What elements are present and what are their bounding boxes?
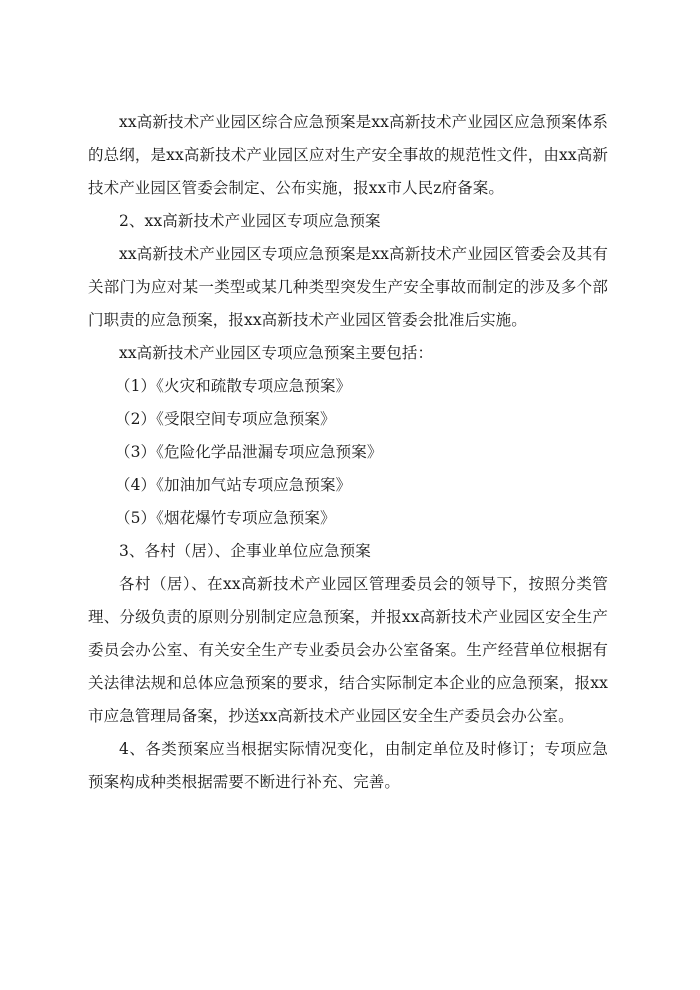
list-item-hazardous-chemicals: （3）《危险化学品泄漏专项应急预案》: [115, 443, 383, 461]
list-item-confined-space: （2）《受限空间专项应急预案》: [115, 410, 336, 428]
heading-special-plans: 2、xx高新技术产业园区专项应急预案: [119, 212, 381, 230]
paragraph-special-plans-definition: xx高新技术产业园区专项应急预案是xx高新技术产业园区管委会及其有关部门为应对某一类型或某几种类型突发生产安全事故而制定的涉及多个部门职责的应急预案，报xx高新技术产业园区管委会批准后实施。: [88, 245, 608, 329]
paragraph-special-plans-include: xx高新技术产业园区专项应急预案主要包括：: [119, 344, 434, 362]
paragraph-village-enterprise-plans: 各村（居）、在xx高新技术产业园区管理委员会的领导下，按照分类管理、分级负责的原则分别制定应急预案，并报xx高新技术产业园区安全生产委员会办公室、有关安全生产专业委员会办公室备案。生产经营单位根据有关法律法规和总体应急预案的要求，结合实际制定本企业的应急预案，报xx市应急管理局备案，抄送xx高新技术产业园区安全生产委员会办公室。: [88, 575, 608, 725]
paragraph-comprehensive-plan: xx高新技术产业园区综合应急预案是xx高新技术产业园区应急预案体系的总纲，是xx高新技术产业园区应对生产安全事故的规范性文件，由xx高新技术产业园区管委会制定、公布实施，报xx市人民z府备案。: [88, 113, 608, 197]
list-item-gas-station: （4）《加油加气站专项应急预案》: [115, 476, 352, 494]
list-item-fire-evacuation: （1）《火灾和疏散专项应急预案》: [115, 377, 352, 395]
heading-village-enterprise-plans: 3、各村（居）、企事业单位应急预案: [119, 542, 371, 560]
paragraph-plan-revision: 4、各类预案应当根据实际情况变化，由制定单位及时修订；专项应急预案构成种类根据需要不断进行补充、完善。: [88, 740, 608, 791]
document-body: [88, 106, 608, 799]
list-item-fireworks: （5）《烟花爆竹专项应急预案》: [115, 509, 336, 527]
